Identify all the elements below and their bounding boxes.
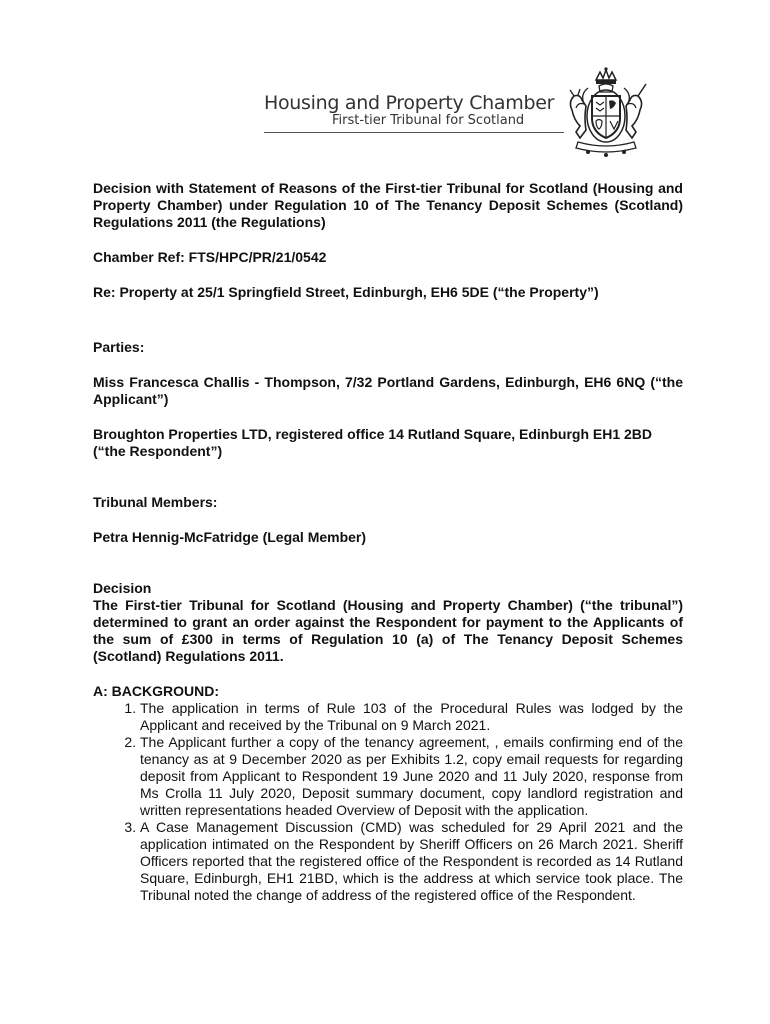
list-item: 2. The Applicant further a copy of the tenancy agreement, , emails confirming end of the tenancy as at 9 December 2020 as per Exhibits 1.2, copy email requests for regarding deposit from Applicant to Respondent 19 June 2020 and 11 July 2020, response from Ms Crolla 11 July 2020, Deposit summary document, copy landlord registration and written representations headed Overview of Deposit with the application. [140, 734, 683, 819]
list-item: 1. The application in terms of Rule 103 of the Procedural Rules was lodged by the Applicant and received by the Tribunal on 9 March 2021. [140, 700, 683, 734]
page-header [258, 66, 678, 158]
chamber-reference: Chamber Ref: FTS/HPC/PR/21/0542 [93, 249, 327, 265]
brand-subtitle: First-tier Tribunal for Scotland [332, 113, 525, 128]
applicant-details: Miss Francesca Challis - Thompson, 7/32 Portland Gardens, Edinburgh, EH6 6NQ (“the Applicant”) [93, 374, 683, 407]
background-heading: A: BACKGROUND: [93, 683, 219, 699]
brand-title: Housing and Property Chamber [264, 92, 555, 114]
royal-coat-of-arms-icon [558, 66, 654, 158]
respondent-details: Broughton Properties LTD, registered office 14 Rutland Square, Edinburgh EH1 2BD (“the Respondent”) [93, 426, 653, 459]
decision-title: Decision with Statement of Reasons of the First-tier Tribunal for Scotland (Housing and Property Chamber) under Regulation 10 of The Tenancy Deposit Schemes (Scotland) Regulations 2011 (the Regulations) [93, 180, 683, 230]
background-list [93, 700, 683, 904]
tribunal-member: Petra Hennig-McFatridge (Legal Member) [93, 529, 367, 545]
tribunal-members-heading: Tribunal Members: [93, 494, 218, 510]
parties-heading: Parties: [93, 339, 145, 355]
decision-heading: Decision [93, 580, 152, 596]
property-reference: Re: Property at 25/1 Springfield Street, Edinburgh, EH6 5DE (“the Property”) [93, 284, 599, 300]
list-item: 3. A Case Management Discussion (CMD) was scheduled for 29 April 2021 and the application intimated on the Respondent by Sheriff Officers on 26 March 2021. Sheriff Officers reported that the registered office of the Respondent is recorded as 14 Rutland Square, Edinburgh, EH1 21BD, which is the address at which service took place. The Tribunal noted the change of address of the registered office of the Respondent. [140, 819, 683, 904]
document-body [93, 180, 683, 904]
brand-rule [264, 132, 564, 133]
decision-text: The First-tier Tribunal for Scotland (Housing and Property Chamber) (“the tribunal”) determined to grant an order against the Respondent for payment to the Applicants of the sum of £300 in terms of Regulation 10 (a) of The Tenancy Deposit Schemes (Scotland) Regulations 2011. [93, 597, 683, 664]
